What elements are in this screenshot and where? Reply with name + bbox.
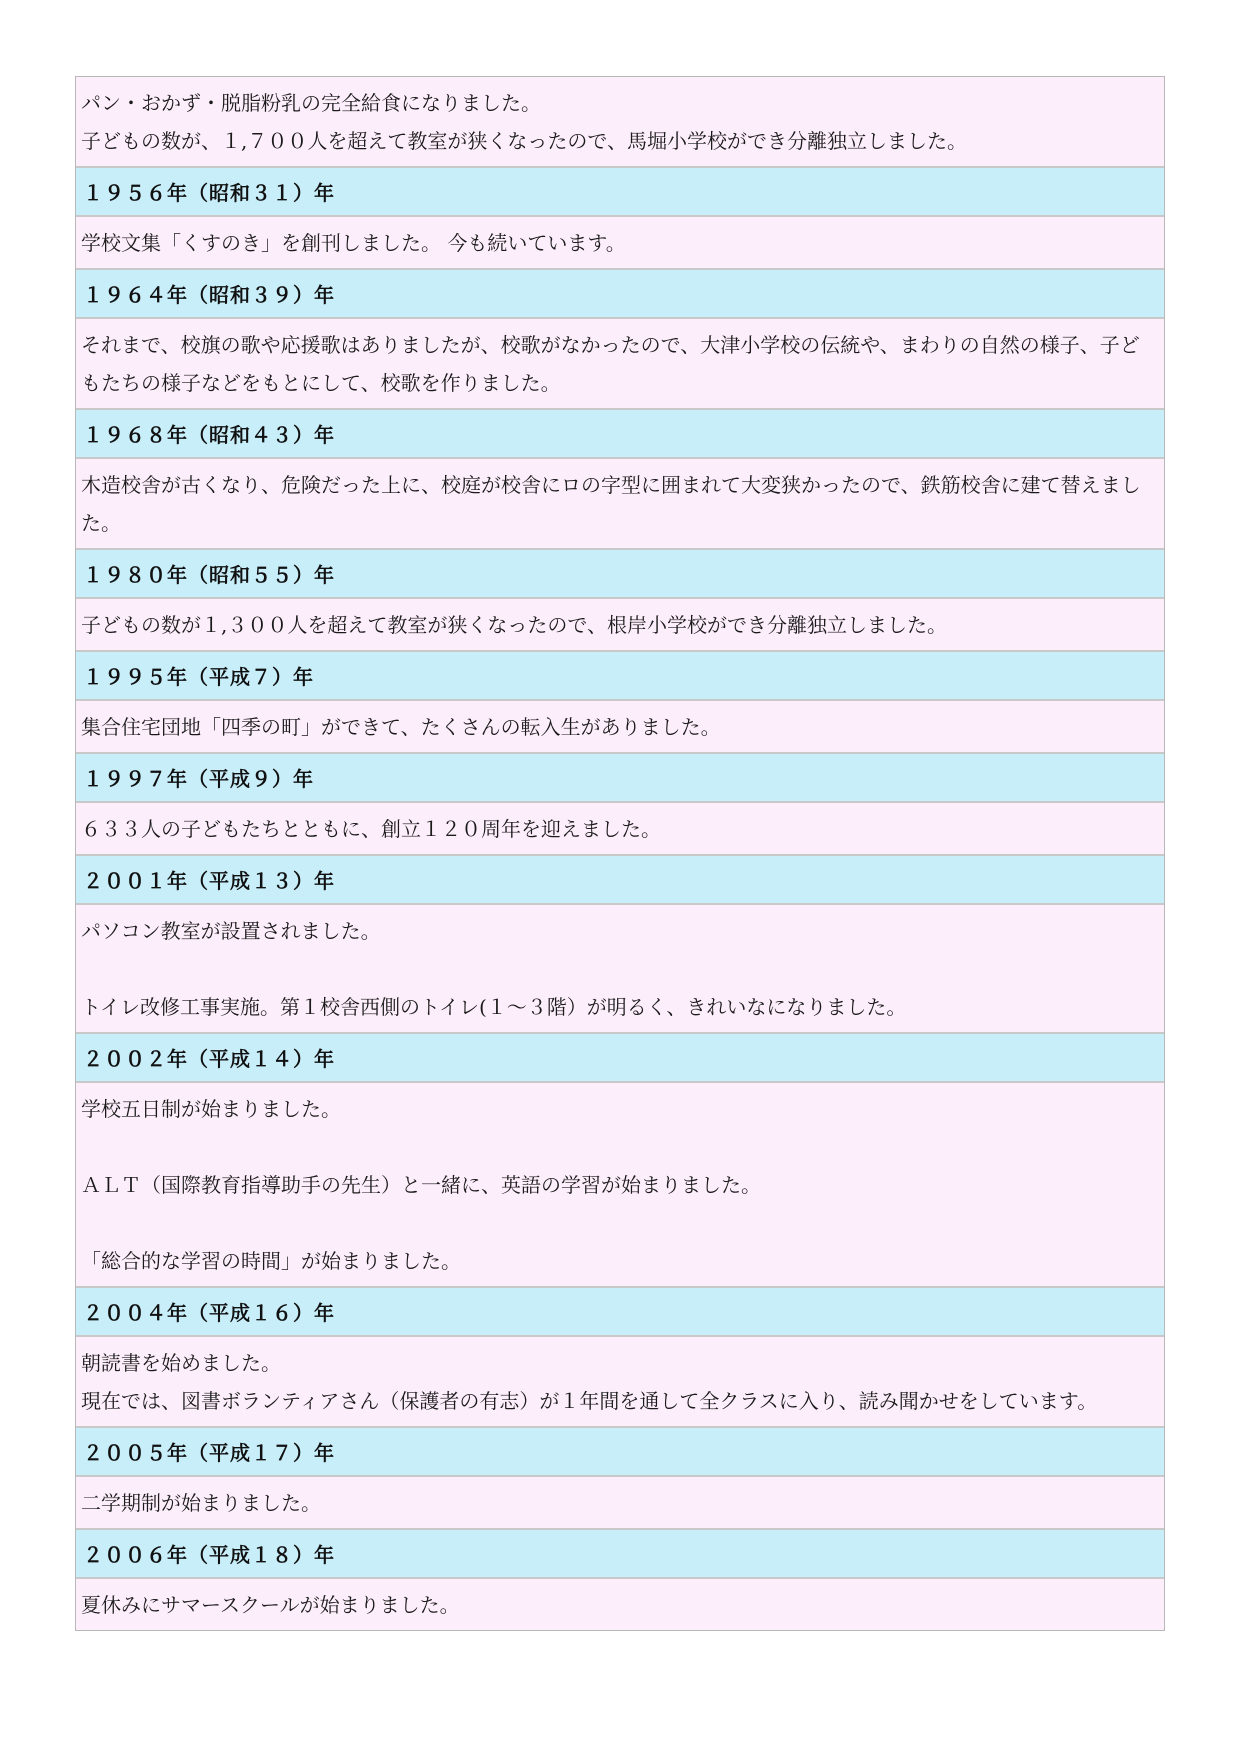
history-table: [75, 76, 1165, 1631]
description-row: [76, 319, 1164, 410]
year-cell: [76, 410, 1164, 459]
description-row: [76, 1337, 1164, 1428]
description-line: 現在では、図書ボランティアさん（保護者の有志）が１年間を通して全クラスに入り、読み聞かせをしています。: [81, 1389, 1098, 1413]
description-line: 朝読書を始めました。: [81, 1351, 281, 1375]
description-row: [76, 217, 1164, 270]
year-row: [76, 754, 1164, 803]
description-cell: [76, 459, 1164, 550]
year-heading: １９９５年（平成７）年: [83, 665, 314, 689]
year-heading: ２００１年（平成１３）年: [83, 869, 335, 893]
year-cell: [76, 1034, 1164, 1083]
year-heading: １９５６年（昭和３１）年: [83, 181, 335, 205]
description-line: 夏休みにサマースクールが始まりました。: [81, 1593, 460, 1617]
description-line: 二学期制が始まりました。: [81, 1491, 321, 1515]
description-text: [76, 459, 1164, 548]
year-cell: [76, 754, 1164, 803]
description-cell: [76, 905, 1164, 1034]
description-line: [81, 1204, 1159, 1242]
description-text: [76, 599, 1164, 650]
year-row: [76, 270, 1164, 319]
description-row: [76, 701, 1164, 754]
description-row: [76, 1579, 1164, 1630]
description-line: パソコン教室が設置されました。: [81, 919, 381, 943]
year-row: [76, 410, 1164, 459]
year-row: [76, 1288, 1164, 1337]
year-cell: [76, 270, 1164, 319]
description-line: トイレ改修工事実施。第１校舎西側のトイレ(１～３階）が明るく、きれいなになりました。: [81, 995, 907, 1019]
description-row: [76, 803, 1164, 856]
year-heading: １９８０年（昭和５５）年: [83, 563, 335, 587]
year-cell: [76, 168, 1164, 217]
year-cell: [76, 1530, 1164, 1579]
description-cell: [76, 319, 1164, 410]
description-text: [76, 701, 1164, 752]
description-row: [76, 459, 1164, 550]
description-text: [76, 1579, 1164, 1630]
description-line: 「総合的な学習の時間」が始まりました。: [81, 1249, 461, 1273]
description-cell: [76, 1579, 1164, 1630]
description-line: [81, 950, 1159, 988]
document-page: [75, 76, 1165, 1631]
description-text: [76, 217, 1164, 268]
year-row: [76, 168, 1164, 217]
description-line: 子どもの数が１,３００人を超えて教室が狭くなったので、根岸小学校ができ分離独立しました。: [81, 613, 947, 637]
year-row: [76, 550, 1164, 599]
description-line: [81, 1128, 1159, 1166]
description-line: パン・おかず・脱脂粉乳の完全給食になりました。: [81, 91, 541, 115]
year-heading: １９６４年（昭和３９）年: [83, 283, 335, 307]
year-heading: １９６８年（昭和４３）年: [83, 423, 335, 447]
year-cell: [76, 652, 1164, 701]
description-line: 木造校舎が古くなり、危険だった上に、校庭が校舎にロの字型に囲まれて大変狭かったので、鉄筋校舎に建て替えました。: [81, 473, 1141, 535]
year-cell: [76, 856, 1164, 905]
description-row: [76, 599, 1164, 652]
year-heading: ２００６年（平成１８）年: [83, 1543, 335, 1567]
year-cell: [76, 1428, 1164, 1477]
description-line: 学校文集「くすのき」を創刊しました。 今も続いています。: [81, 231, 626, 255]
description-cell: [76, 1083, 1164, 1288]
description-row: [76, 77, 1164, 168]
description-line: それまで、校旗の歌や応援歌はありましたが、校歌がなかったので、大津小学校の伝統や、まわりの自然の様子、子どもたちの様子などをもとにして、校歌を作りました。: [81, 333, 1140, 395]
year-row: [76, 1034, 1164, 1083]
year-row: [76, 652, 1164, 701]
description-row: [76, 905, 1164, 1034]
description-text: [76, 905, 1164, 1032]
description-text: [76, 1477, 1164, 1528]
description-row: [76, 1477, 1164, 1530]
year-heading: ２００４年（平成１６）年: [83, 1301, 335, 1325]
year-heading: ２００５年（平成１７）年: [83, 1441, 335, 1465]
description-cell: [76, 77, 1164, 168]
description-cell: [76, 701, 1164, 754]
description-line: ６３３人の子どもたちとともに、創立１２０周年を迎えました。: [81, 817, 661, 841]
year-row: [76, 1428, 1164, 1477]
description-text: [76, 803, 1164, 854]
description-cell: [76, 803, 1164, 856]
description-cell: [76, 1337, 1164, 1428]
description-line: 子どもの数が、１,７００人を超えて教室が狭くなったので、馬堀小学校ができ分離独立しました。: [81, 129, 967, 153]
description-cell: [76, 1477, 1164, 1530]
description-text: [76, 1083, 1164, 1286]
year-heading: ２００２年（平成１４）年: [83, 1047, 335, 1071]
year-cell: [76, 550, 1164, 599]
description-row: [76, 1083, 1164, 1288]
description-line: 集合住宅団地「四季の町」ができて、たくさんの転入生がありました。: [81, 715, 721, 739]
description-cell: [76, 217, 1164, 270]
history-table-body: [76, 77, 1164, 1630]
description-cell: [76, 599, 1164, 652]
description-text: [76, 77, 1164, 166]
description-line: ＡＬＴ（国際教育指導助手の先生）と一緒に、英語の学習が始まりました。: [81, 1173, 761, 1197]
description-line: 学校五日制が始まりました。: [81, 1097, 341, 1121]
year-row: [76, 1530, 1164, 1579]
description-text: [76, 1337, 1164, 1426]
year-row: [76, 856, 1164, 905]
year-heading: １９９７年（平成９）年: [83, 767, 314, 791]
description-text: [76, 319, 1164, 408]
year-cell: [76, 1288, 1164, 1337]
